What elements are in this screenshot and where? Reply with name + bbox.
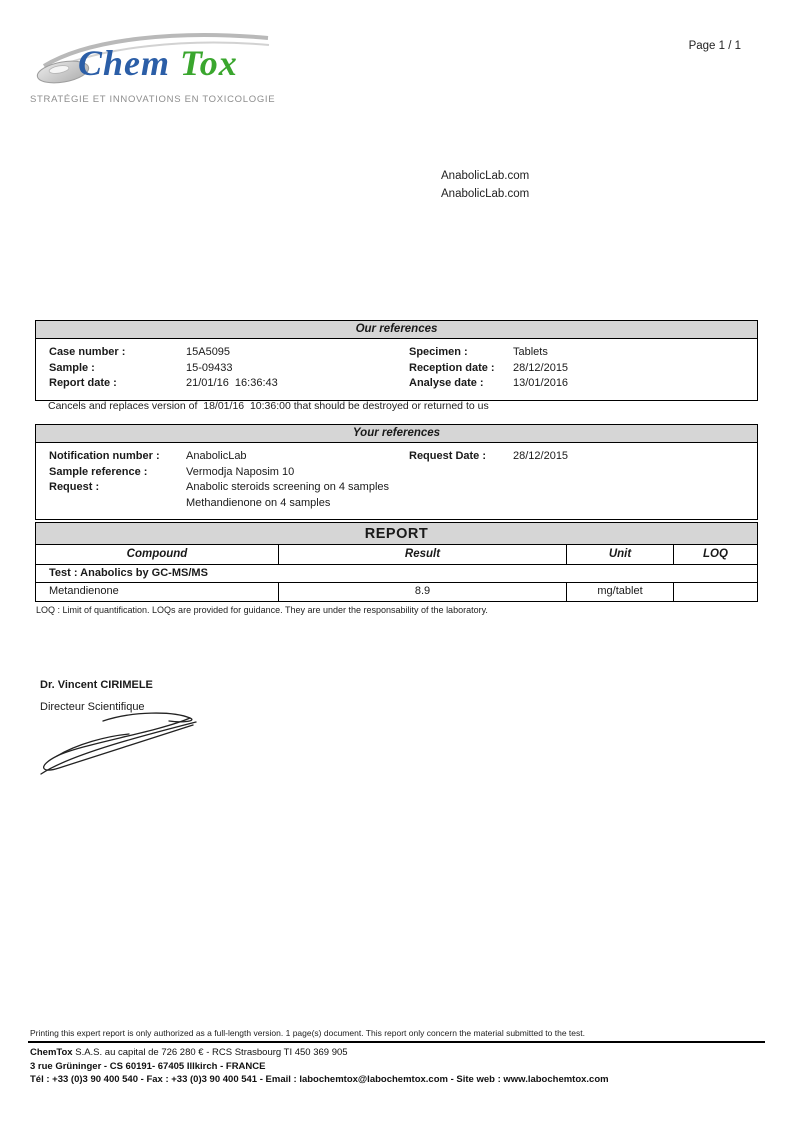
field-label: [396, 465, 513, 481]
our-references-title: Our references: [36, 321, 757, 339]
field-label: [36, 496, 186, 520]
test-section-row: Test : Anabolics by GC-MS/MS: [36, 565, 757, 583]
field-value: Anabolic steroids screening on 4 samples: [186, 481, 390, 493]
field-value: 15A5095: [186, 346, 231, 358]
field-value: 15-09433: [186, 361, 233, 374]
cancel-note: Cancels and replaces version of 18/01/16 10:36:00 that should be destroyed or returned to us: [48, 400, 489, 412]
column-header-compound: Compound: [36, 545, 279, 564]
field-label: Case number :: [49, 346, 126, 358]
your-references-table: [35, 424, 758, 520]
brand-text: [78, 42, 238, 84]
field-label: [396, 480, 513, 496]
chemtox-logo: [30, 32, 276, 105]
result-row: [36, 583, 757, 601]
recipient-line: AnabolicLab.com: [441, 170, 530, 182]
printing-note: Printing this expert report is only authorized as a full-length version. 1 page(s) document. This report only concern the material submitted to the test.: [30, 1028, 585, 1038]
field-value: Tablets: [513, 346, 548, 358]
field-value: AnabolicLab: [186, 450, 247, 462]
field-value: Methandienone on 4 samples: [186, 496, 331, 509]
report-title: REPORT: [36, 523, 757, 545]
signatory-name: Dr. Vincent CIRIMELE: [40, 679, 153, 691]
field-value: 28/12/2015: [513, 450, 569, 462]
field-label: Request :: [49, 481, 100, 493]
brand-tox: Tox: [180, 43, 238, 83]
field-value: [513, 465, 757, 481]
result-compound: Metandienone: [36, 583, 279, 601]
result-loq: [674, 583, 757, 601]
field-label: Specimen :: [409, 346, 468, 358]
column-header-loq: LOQ: [703, 548, 728, 560]
footer-company-rest: S.A.S. au capital de 726 280 € - RCS Strasbourg TI 450 369 905: [72, 1047, 348, 1058]
field-label: Sample :: [49, 361, 95, 374]
report-table: [35, 522, 758, 602]
field-label: Notification number :: [49, 450, 160, 462]
field-label: Reception date :: [409, 361, 495, 374]
field-label: Request Date :: [409, 450, 487, 462]
brand-chem: Chem: [78, 43, 171, 83]
result-unit: mg/tablet: [567, 583, 674, 601]
page-indicator: Page 1 / 1: [688, 40, 741, 52]
field-value: [513, 480, 757, 496]
field-label: Analyse date :: [409, 377, 484, 389]
column-header-unit: Unit: [567, 545, 674, 564]
field-value: Vermodja Naposim 10: [186, 465, 295, 478]
field-value: 13/01/2016: [513, 377, 569, 389]
footer-company: [30, 1047, 348, 1058]
field-label: Report date :: [49, 377, 117, 389]
logo-tagline: STRATÉGIE ET INNOVATIONS EN TOXICOLOGIE: [30, 94, 276, 105]
signatory-role: Directeur Scientifique: [40, 701, 145, 713]
footer-address: 3 rue Grüninger - CS 60191- 67405 Illkirch - FRANCE: [30, 1061, 266, 1072]
field-value: 28/12/2015: [513, 361, 569, 374]
logo-art: [30, 32, 270, 90]
recipient-block: [441, 168, 529, 203]
result-value: 8.9: [279, 583, 567, 601]
field-label: Sample reference :: [49, 465, 148, 478]
footer-contact: Tél : +33 (0)3 90 400 540 - Fax : +33 (0)3 90 400 541 - Email : labochemtox@labochemtox.com - Site web : www.labochemtox.com: [30, 1074, 609, 1085]
field-value: 21/01/16 16:36:43: [186, 377, 278, 389]
our-references-table: [35, 320, 758, 401]
report-column-headers: [36, 545, 757, 565]
recipient-line: AnabolicLab.com: [441, 187, 530, 200]
column-header-result: Result: [279, 545, 567, 564]
footer-company-name: ChemTox: [30, 1047, 73, 1058]
signature-image: [33, 706, 218, 778]
field-label: [396, 496, 513, 520]
field-value: [513, 496, 757, 520]
footer-divider: [28, 1041, 765, 1043]
your-references-title: Your references: [36, 425, 757, 443]
loq-footnote: LOQ : Limit of quantification. LOQs are provided for guidance. They are under the responsability of the laboratory.: [36, 605, 488, 615]
